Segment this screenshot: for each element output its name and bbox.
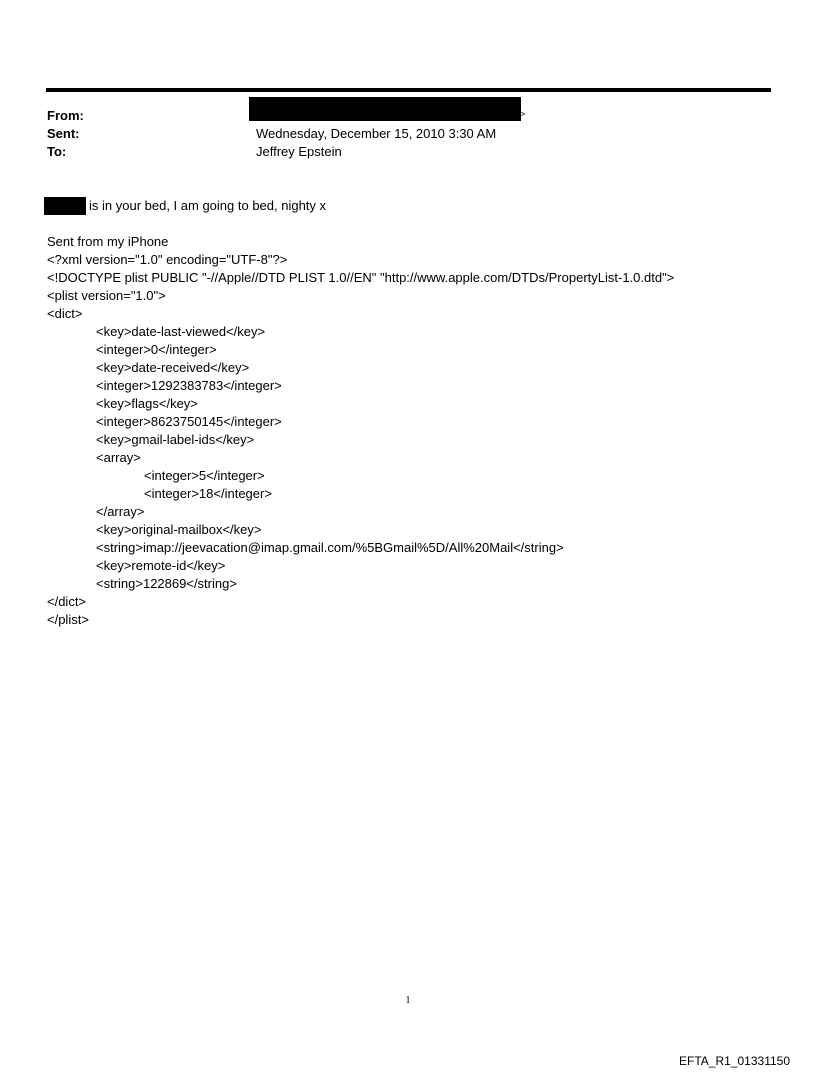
plist-line: </array>: [96, 504, 145, 519]
plist-line: <array>: [96, 450, 141, 465]
from-tail: >: [520, 109, 526, 119]
plist-line: <dict>: [47, 306, 83, 321]
plist-line: <key>remote-id</key>: [96, 558, 226, 573]
sent-label: Sent:: [47, 126, 80, 141]
message-text: is in your bed, I am going to bed, nighty x: [89, 198, 327, 213]
plist-line: <plist version="1.0">: [47, 288, 166, 303]
plist-line: <integer>18</integer>: [144, 486, 272, 501]
plist-line: <!DOCTYPE plist PUBLIC "-//Apple//DTD PLIST 1.0//EN" "http://www.apple.com/DTDs/PropertyList-1.0.dtd">: [47, 270, 675, 285]
plist-line: <integer>5</integer>: [144, 468, 265, 483]
plist-line: </plist>: [47, 612, 89, 627]
from-label: From:: [47, 108, 84, 123]
plist-line: <key>original-mailbox</key>: [96, 522, 262, 537]
page-number: 1: [405, 995, 411, 1006]
header-rule: [46, 88, 771, 92]
name-redaction: [44, 197, 86, 215]
signature-text: Sent from my iPhone: [47, 234, 169, 249]
plist-line: <string>122869</string>: [96, 576, 237, 591]
sent-value: Wednesday, December 15, 2010 3:30 AM: [256, 126, 497, 141]
plist-line: <string>imap://jeevacation@imap.gmail.com/%5BGmail%5D/All%20Mail</string>: [96, 540, 564, 555]
plist-line: <key>flags</key>: [96, 396, 198, 411]
to-value: Jeffrey Epstein: [256, 144, 342, 159]
plist-line: <key>date-last-viewed</key>: [96, 324, 266, 339]
plist-line: <integer>1292383783</integer>: [96, 378, 282, 393]
plist-line: <integer>8623750145</integer>: [96, 414, 282, 429]
from-redaction: [249, 97, 521, 121]
plist-line: <?xml version="1.0" encoding="UTF-8"?>: [47, 252, 288, 267]
plist-line: </dict>: [47, 594, 87, 609]
plist-line: <key>gmail-label-ids</key>: [96, 432, 255, 447]
bates-number: EFTA_R1_01331150: [679, 1054, 790, 1068]
plist-line: <key>date-received</key>: [96, 360, 250, 375]
plist-line: <integer>0</integer>: [96, 342, 217, 357]
to-label: To:: [47, 144, 67, 159]
